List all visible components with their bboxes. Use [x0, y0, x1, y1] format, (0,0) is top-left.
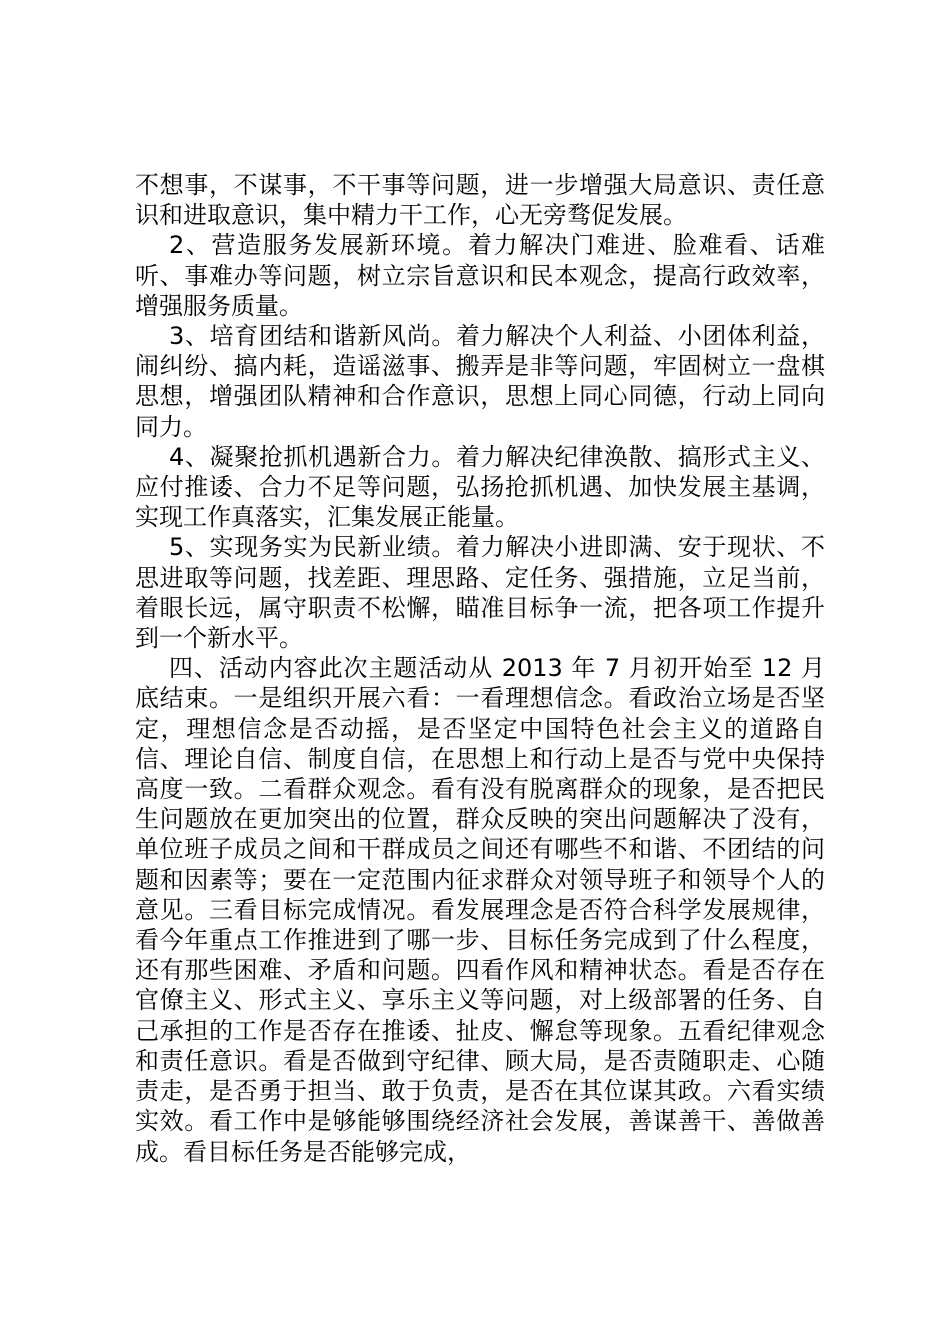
paragraph-item-4: 4、凝聚抢抓机遇新合力。着力解决纪律涣散、搞形式主义、应付推诿、合力不足等问题，弘扬抢抓机遇、加快发展主基调，实现工作真落实，汇集发展正能量。	[135, 442, 825, 532]
paragraph-item-5: 5、实现务实为民新业绩。着力解决小进即满、安于现状、不思进取等问题，找差距、理思路、定任务、强措施，立足当前，着眼长远，属守职责不松懈，瞄准目标争一流，把各项工作提升到一个新水平。	[135, 533, 825, 653]
paragraph-section-4: 四、活动内容此次主题活动从 2013 年 7 月初开始至 12 月底结束。一是组织开展六看：一看理想信念。看政治立场是否坚定，理想信念是否动摇，是否坚定中国特色社会主义的道路自信、理论自信、制度自信，在思想上和行动上是否与党中央保持高度一致。二看群众观念。看有没有脱离群众的现象，是否把民生问题放在更加突出的位置，群众反映的突出问题解决了没有，单位班子成员之间和干群成员之间还有哪些不和谐、不团结的问题和因素等；要在一定范围内征求群众对领导班子和领导个人的意见。三看目标完成情况。看发展理念是否符合科学发展规律，看今年重点工作推进到了哪一步、目标任务完成到了什么程度，还有那些困难、矛盾和问题。四看作风和精神状态。看是否存在官僚主义、形式主义、享乐主义等问题，对上级部署的任务、自己承担的工作是否存在推诿、扯皮、懈怠等现象。五看纪律观念和责任意识。看是否做到守纪律、顾大局，是否责随职走、心随责走，是否勇于担当、敢于负责，是否在其位谋其政。六看实绩实效。看工作中是够能够围绕经济社会发展，善谋善干、善做善成。看目标任务是否能够完成，	[135, 654, 825, 1166]
paragraph-item-3: 3、培育团结和谐新风尚。着力解决个人利益、小团体利益，闹纠纷、搞内耗，造谣滋事、搬弄是非等问题，牢固树立一盘棋思想，增强团队精神和合作意识，思想上同心同德，行动上同向同力。	[135, 322, 825, 441]
paragraph-item-2: 2、营造服务发展新环境。着力解决门难进、脸难看、话难听、事难办等问题，树立宗旨意识和民本观念，提高行政效率，增强服务质量。	[135, 231, 825, 320]
document-body	[135, 170, 825, 1167]
paragraph-continuation: 不想事，不谋事，不干事等问题，进一步增强大局意识、责任意识和进取意识，集中精力干工作，心无旁骛促发展。	[135, 171, 825, 230]
